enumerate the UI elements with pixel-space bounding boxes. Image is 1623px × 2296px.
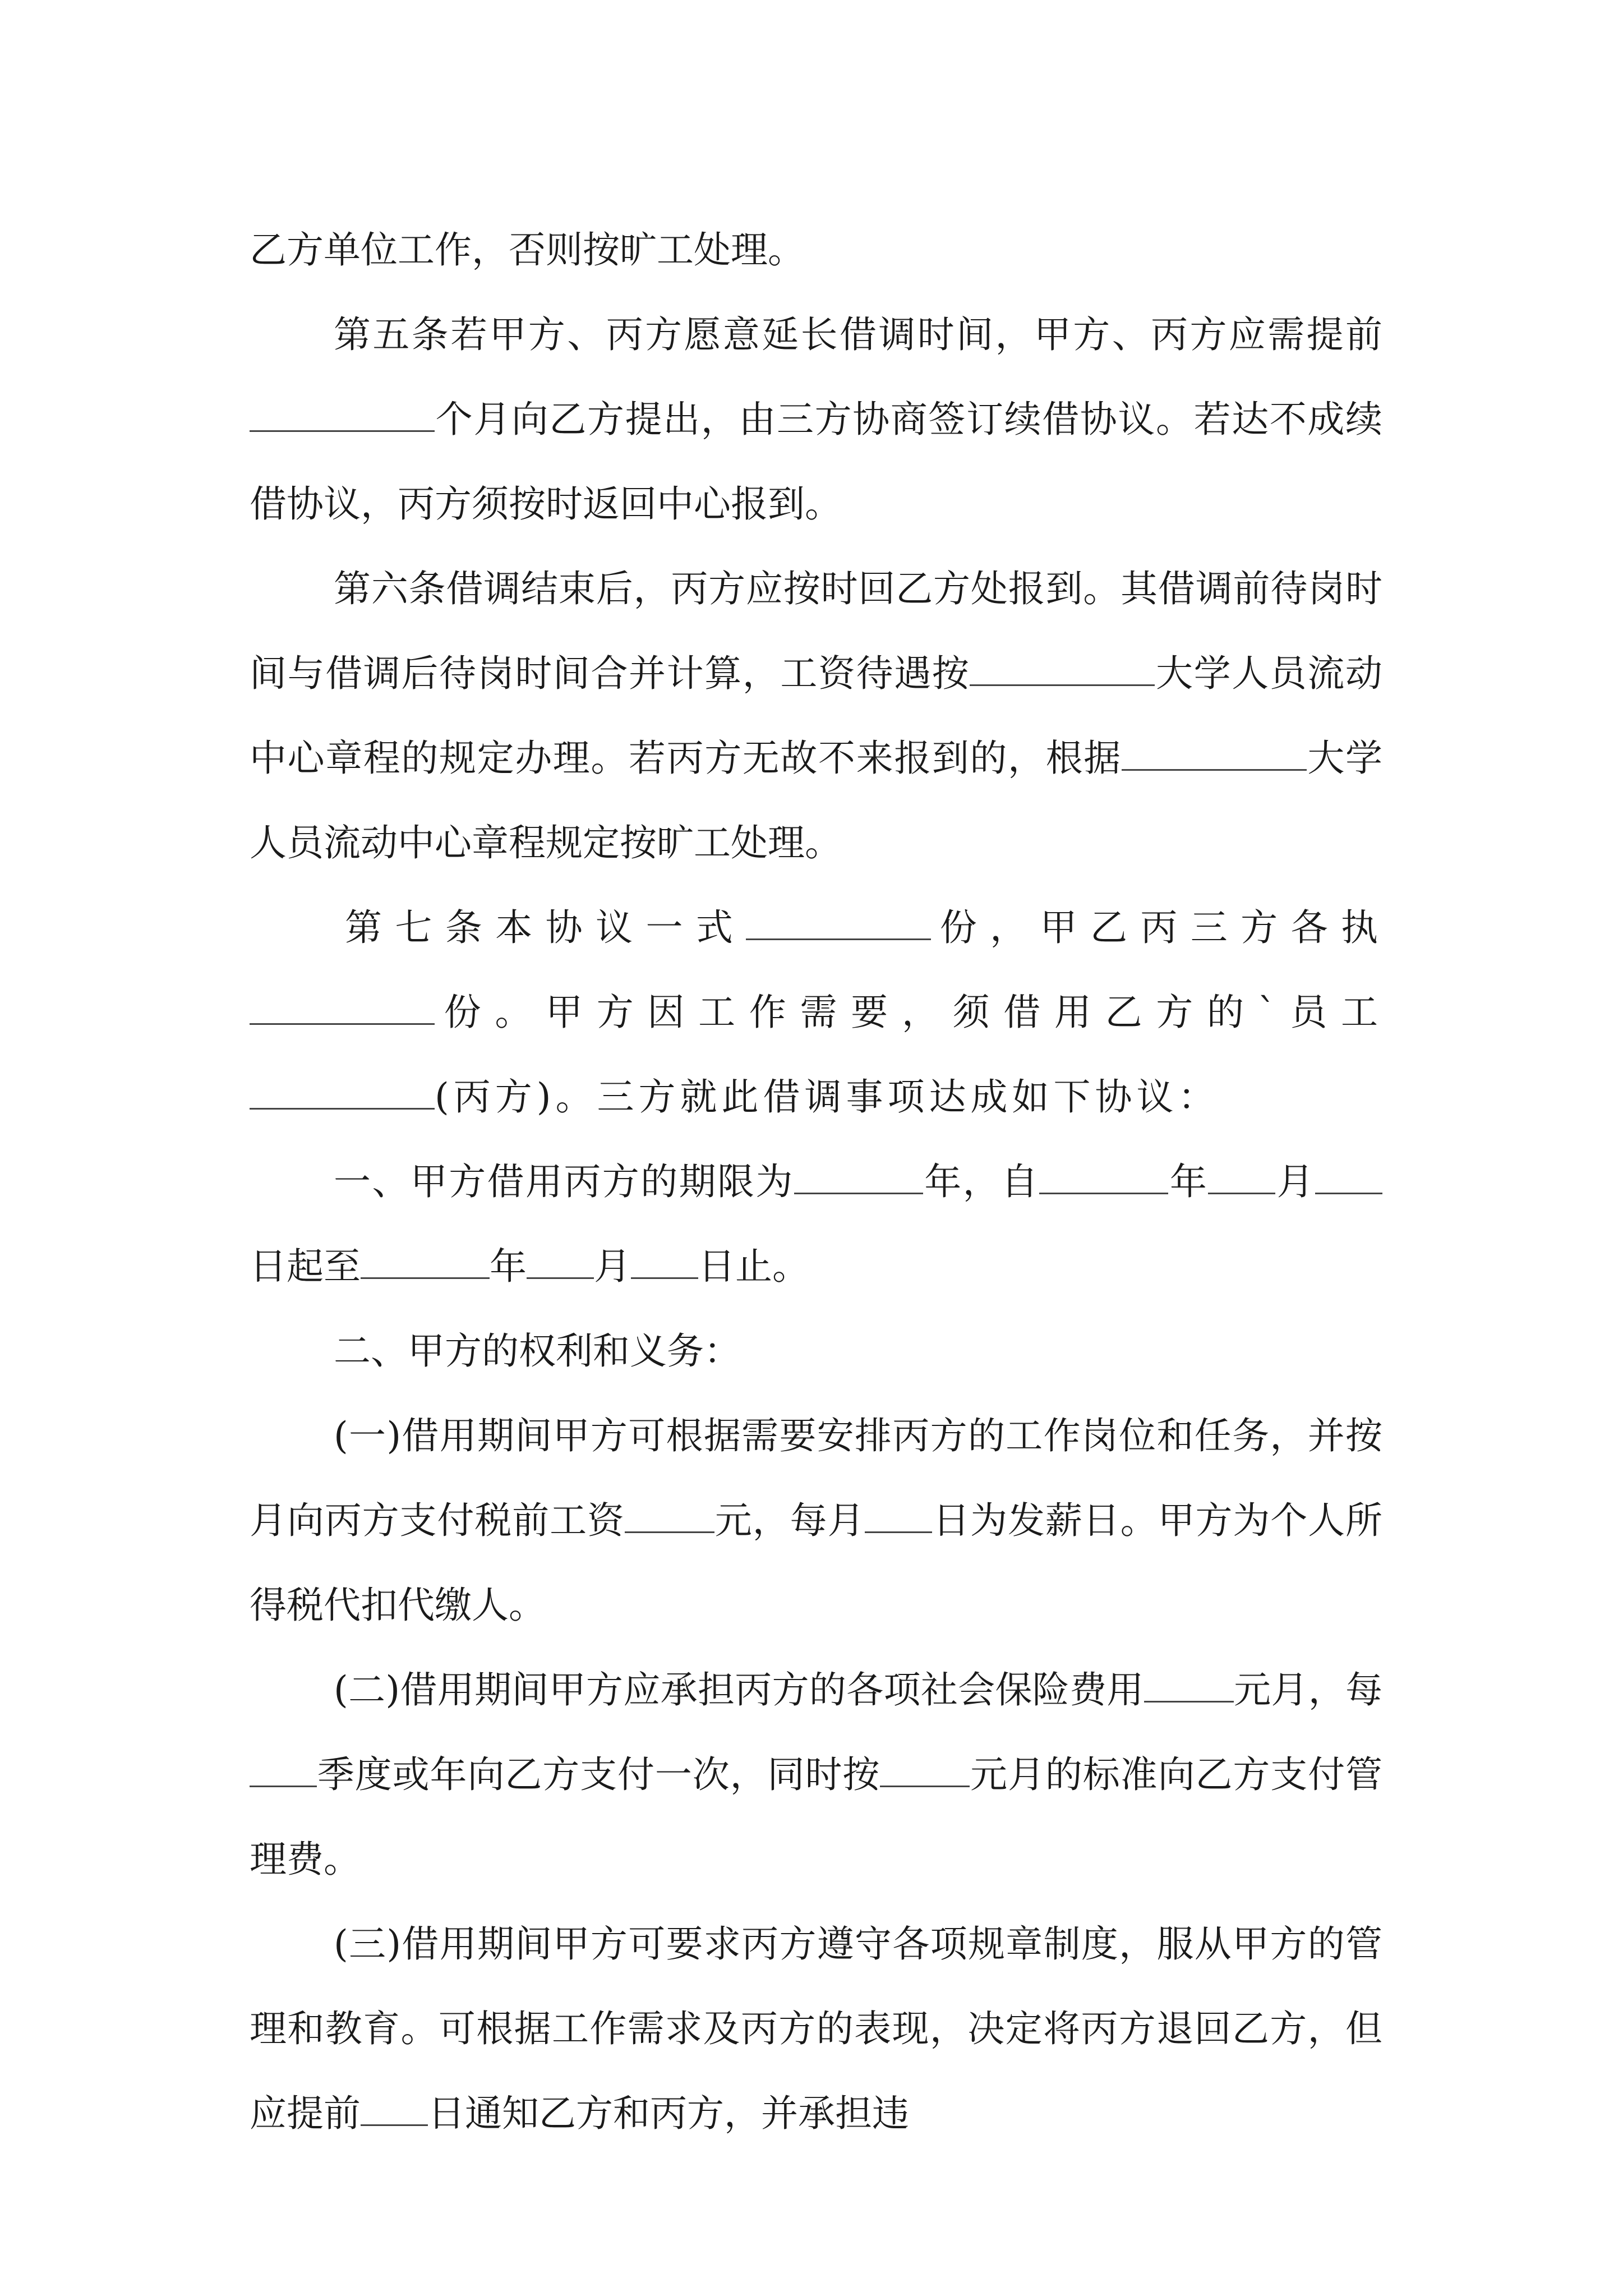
blank-field <box>250 397 435 432</box>
paragraph-text: 元，每月 <box>714 1499 865 1542</box>
paragraph-text: (丙方)。三方就此借调事项达成如下协议： <box>435 1075 1220 1119</box>
document-body <box>250 208 1382 2156</box>
paragraph-text: 年 <box>490 1245 527 1288</box>
blank-field <box>1315 1159 1382 1194</box>
blank-field <box>794 1159 923 1194</box>
paragraph-text: 大学人员流动中心章程规定按旷工处理。 <box>250 737 1383 864</box>
paragraph-text: (二)借用期间甲方应承担丙方的各项社会保险费用 <box>334 1668 1144 1711</box>
blank-field <box>250 1752 317 1787</box>
paragraph-text: 年 <box>1168 1160 1209 1203</box>
paragraph-text: 大学人员流动中心章程的规定办理。若丙方无故不来报到的，根据 <box>250 652 1383 780</box>
paragraph-1 <box>250 208 1382 292</box>
paragraph-text: (一)借用期间甲方可根据需要安排丙方的工作岗位和任务，并按月向丙方支付税前工资 <box>250 1414 1382 1542</box>
paragraph-text: 月 <box>594 1245 631 1288</box>
blank-field <box>361 2091 428 2126</box>
paragraph-section-2 <box>250 1309 1382 1393</box>
paragraph-text: 日止。 <box>698 1245 809 1288</box>
blank-field <box>1144 1668 1234 1703</box>
paragraph-text: 日为发薪日。甲方为个人所得税代扣代缴人。 <box>250 1499 1383 1627</box>
paragraph-text: 个月向乙方提出，由三方协商签订续借协议。若达不成续借协议，丙方须按时返回中心报到。 <box>250 398 1382 526</box>
paragraph-clause-2 <box>250 1648 1382 1902</box>
blank-field <box>1039 1159 1168 1194</box>
paragraph-text: (三)借用期间甲方可要求丙方遵守各项规章制度，服从甲方的管理和教育。可根据工作需求及丙方的表现，决定将丙方退回乙方，但应提前 <box>250 1922 1382 2135</box>
blank-field <box>250 1075 435 1110</box>
paragraph-text: 二、甲方的权利和义务： <box>334 1329 741 1373</box>
paragraph-text: 乙方单位工作，否则按旷工处理。 <box>250 228 805 272</box>
paragraph-article-5 <box>250 292 1382 546</box>
paragraph-text: 第五条若甲方、丙方愿意延长借调时间，甲方、丙方应需提前 <box>334 313 1382 356</box>
blank-field <box>1122 736 1307 771</box>
paragraph-text: 第六条借调结束后，丙方应按时回乙方处报到。其借调前待岗时间与借调后待岗时间合并计算，工资待遇按 <box>250 567 1382 695</box>
paragraph-text: 季度或年向乙方支付一次，同时按 <box>317 1753 880 1796</box>
blank-field <box>746 905 931 940</box>
paragraph-text: 月 <box>1275 1160 1316 1203</box>
blank-field <box>631 1244 698 1279</box>
blank-field <box>250 990 435 1025</box>
blank-field <box>1208 1159 1275 1194</box>
paragraph-term <box>250 1139 1382 1309</box>
paragraph-clause-1 <box>250 1393 1382 1648</box>
paragraph-text: 第七条本协议一式 <box>345 906 746 949</box>
paragraph-article-6 <box>250 546 1382 885</box>
blank-field <box>865 1498 932 1533</box>
paragraph-text: 一、甲方借用丙方的期限为 <box>334 1160 794 1203</box>
paragraph-text: 日起至 <box>250 1245 361 1288</box>
paragraph-text: 份。甲方因工作需要，须借用乙方的`员工 <box>435 991 1382 1034</box>
paragraph-text: 元月的标准向乙方支付管理费。 <box>250 1753 1383 1881</box>
paragraph-text: 年，自 <box>923 1160 1040 1203</box>
paragraph-text: 份，甲乙丙三方各执 <box>931 906 1383 949</box>
blank-field <box>527 1244 594 1279</box>
blank-field <box>880 1752 970 1787</box>
paragraph-text: 日通知乙方和丙方，并承担违 <box>428 2092 909 2135</box>
blank-field <box>625 1498 714 1533</box>
paragraph-text: 元月，每 <box>1233 1668 1383 1711</box>
blank-field <box>970 651 1155 686</box>
paragraph-article-7 <box>250 885 1382 1139</box>
paragraph-clause-3 <box>250 1902 1382 2156</box>
blank-field <box>361 1244 490 1279</box>
